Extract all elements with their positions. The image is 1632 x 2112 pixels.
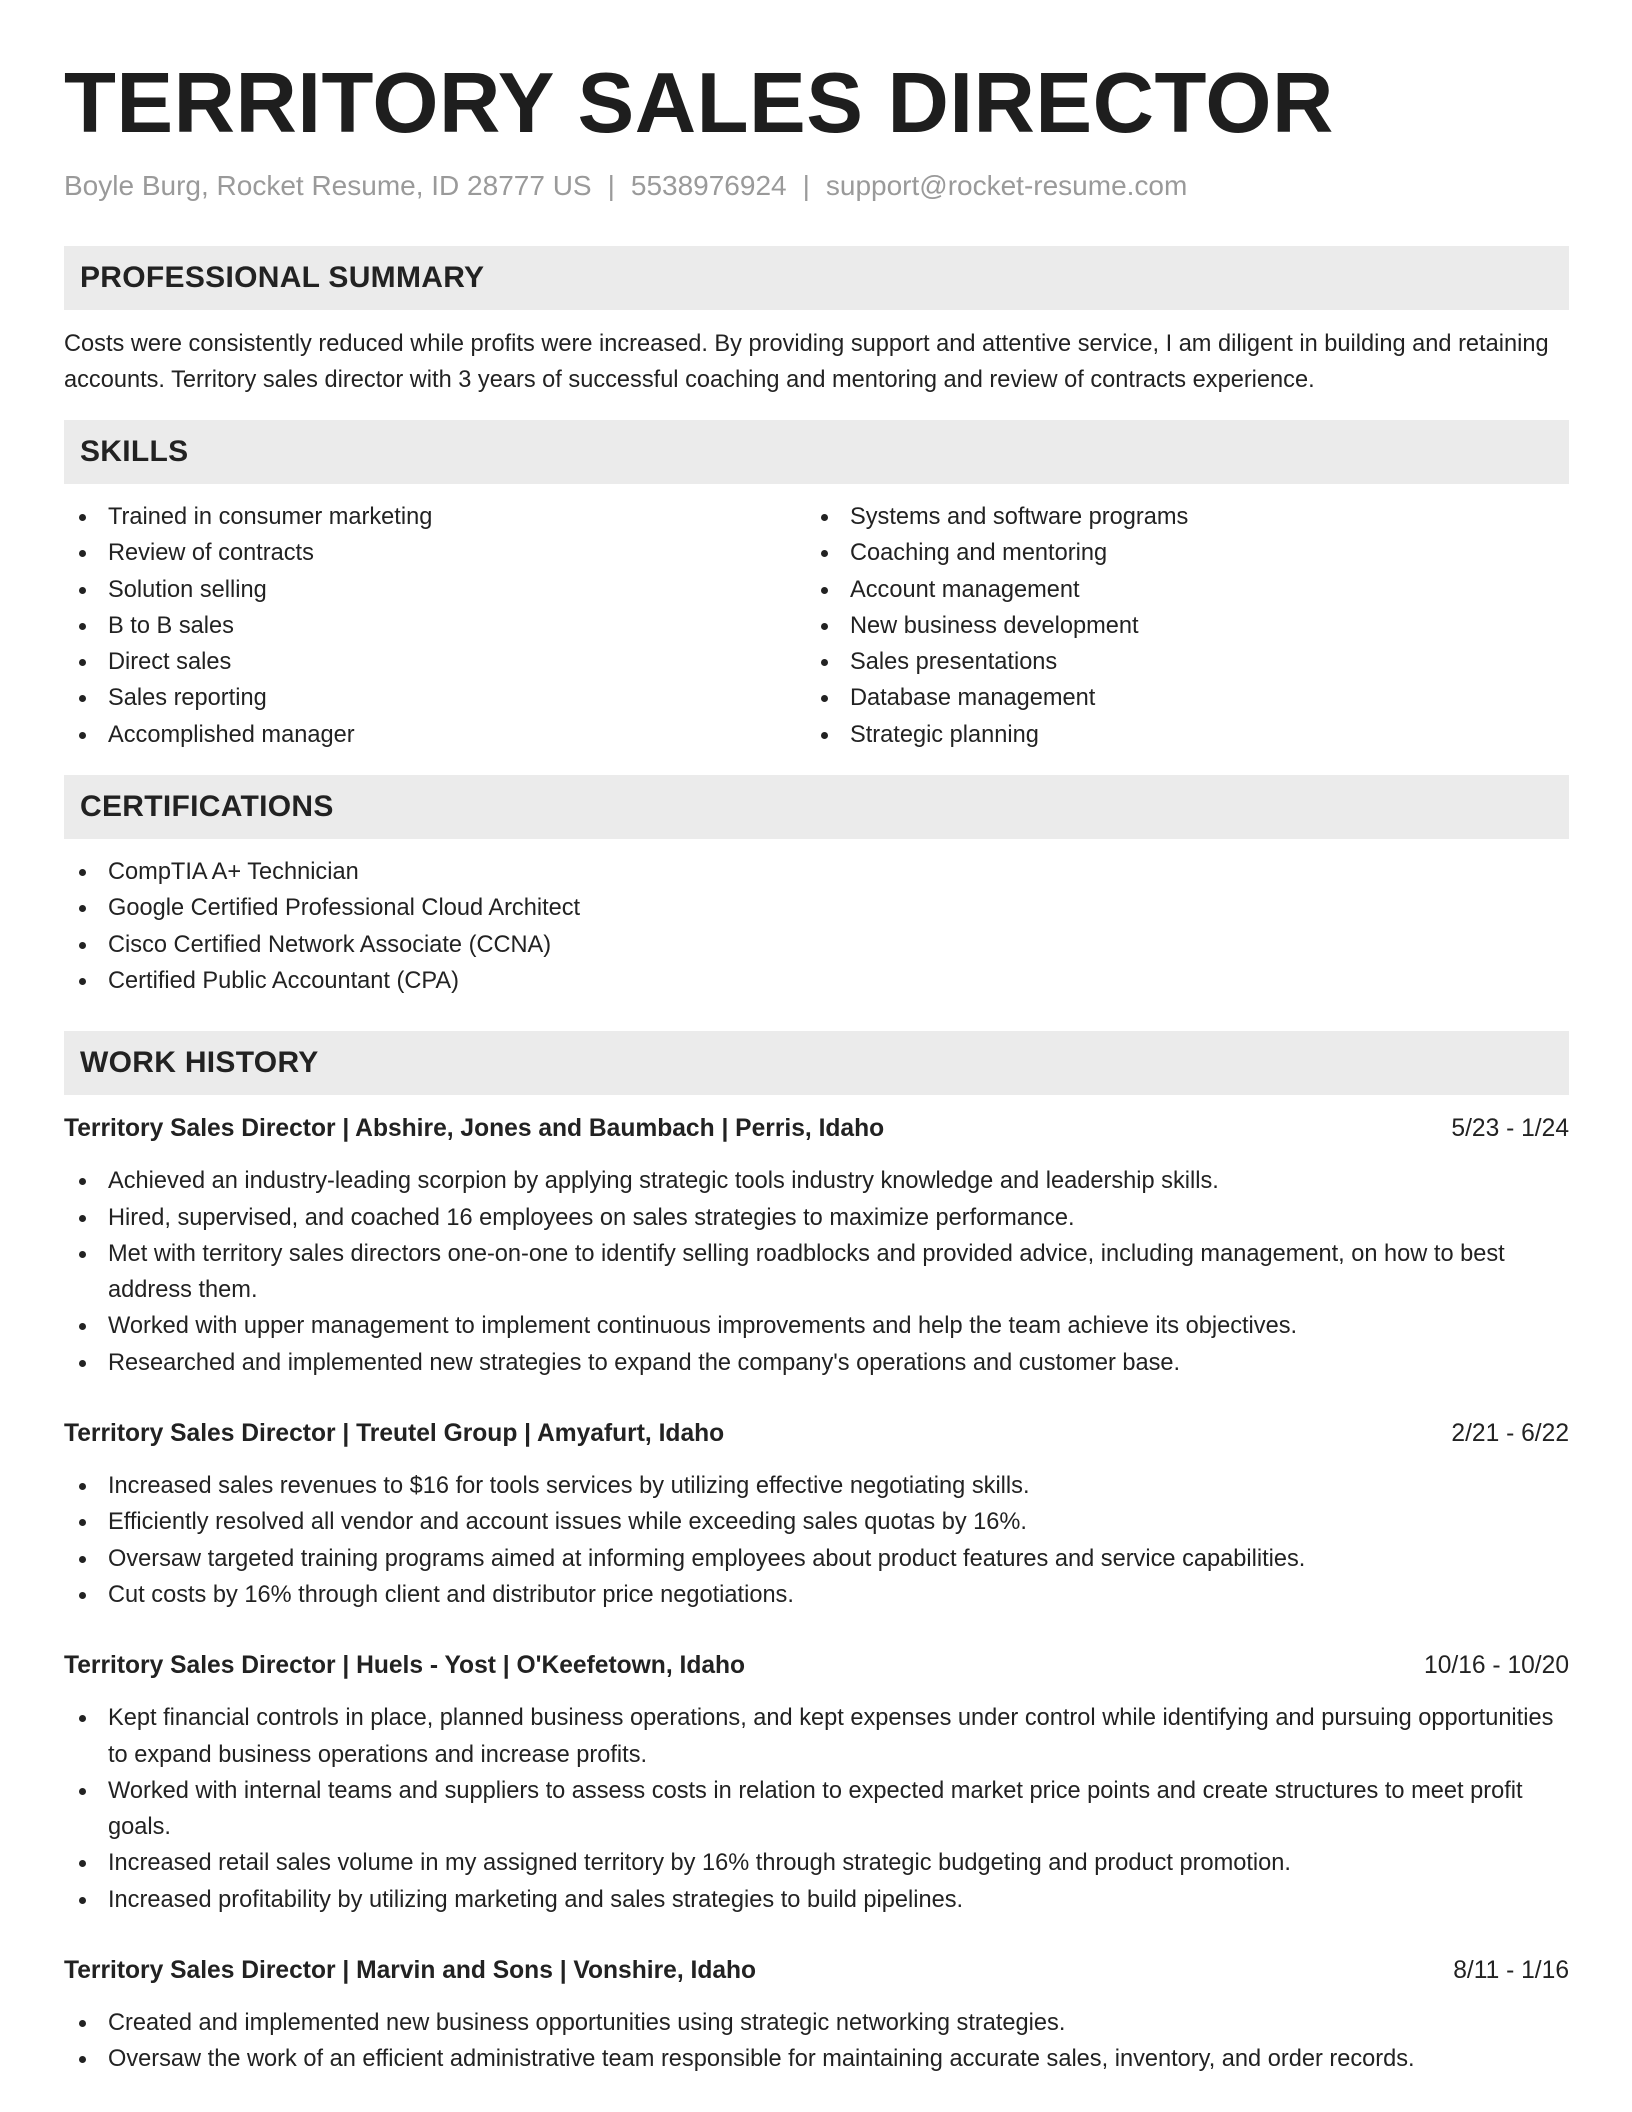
skills-list-left — [64, 499, 806, 753]
job-bullet: Oversaw targeted training programs aimed at informing employees about product features and service capabilities. — [64, 1541, 1569, 1577]
job-entry — [64, 1111, 1569, 1381]
skill-item: Solution selling — [64, 572, 806, 608]
contact-separator: | — [607, 170, 615, 201]
job-bullet: Met with territory sales directors one-on-one to identify selling roadblocks and provided advice, including management, on how to best address them. — [64, 1236, 1569, 1309]
job-entry — [64, 1648, 1569, 1918]
job-dates: 5/23 - 1/24 — [1451, 1115, 1569, 1143]
certification-item: Certified Public Accountant (CPA) — [64, 963, 1569, 999]
resume-page — [64, 52, 1569, 2078]
skills-heading: SKILLS — [64, 420, 1569, 484]
certification-item: CompTIA A+ Technician — [64, 854, 1569, 890]
skills-columns — [64, 499, 1569, 753]
job-bullets — [64, 1163, 1569, 1381]
job-bullet: Cut costs by 16% through client and distributor price negotiations. — [64, 1577, 1569, 1613]
summary-heading: PROFESSIONAL SUMMARY — [64, 246, 1569, 310]
job-entry — [64, 1416, 1569, 1613]
skill-item: Strategic planning — [806, 717, 1548, 753]
job-bullet: Created and implemented new business opportunities using strategic networking strategies. — [64, 2005, 1569, 2041]
job-dates: 8/11 - 1/16 — [1453, 1957, 1569, 1985]
job-bullet: Oversaw the work of an efficient administrative team responsible for maintaining accurate sales, inventory, and order records. — [64, 2041, 1569, 2077]
skill-item: Database management — [806, 680, 1548, 716]
skill-item: New business development — [806, 608, 1548, 644]
contact-email: support@rocket-resume.com — [825, 170, 1188, 201]
job-dates: 10/16 - 10/20 — [1424, 1652, 1569, 1680]
job-header — [64, 1648, 1569, 1684]
certification-item: Google Certified Professional Cloud Architect — [64, 890, 1569, 926]
skill-item: Systems and software programs — [806, 499, 1548, 535]
job-title: Territory Sales Director | Abshire, Jones and Baumbach | Perris, Idaho — [64, 1115, 885, 1143]
skill-item: Accomplished manager — [64, 717, 806, 753]
skill-item: Review of contracts — [64, 535, 806, 571]
job-bullets — [64, 2005, 1569, 2078]
job-bullets — [64, 1700, 1569, 1918]
skill-item: Sales reporting — [64, 680, 806, 716]
summary-text: Costs were consistently reduced while profits were increased. By providing support and attentive service, I am diligent in building and retaining accounts. Territory sales director with 3 years of successful coaching and mentoring and review of contracts experience. — [64, 331, 1549, 393]
contact-line — [64, 166, 1569, 206]
job-bullets — [64, 1468, 1569, 1613]
job-dates: 2/21 - 6/22 — [1451, 1420, 1569, 1448]
job-bullet: Worked with internal teams and suppliers to assess costs in relation to expected market price points and create structures to meet profit goals. — [64, 1773, 1569, 1846]
skill-item: Trained in consumer marketing — [64, 499, 806, 535]
contact-separator: | — [802, 170, 810, 201]
job-title: Territory Sales Director | Treutel Group | Amyafurt, Idaho — [64, 1420, 725, 1448]
job-bullet: Efficiently resolved all vendor and account issues while exceeding sales quotas by 16%. — [64, 1504, 1569, 1540]
job-entry — [64, 1953, 1569, 2078]
job-bullet: Hired, supervised, and coached 16 employees on sales strategies to maximize performance. — [64, 1200, 1569, 1236]
job-bullet: Increased profitability by utilizing marketing and sales strategies to build pipelines. — [64, 1882, 1569, 1918]
job-header — [64, 1416, 1569, 1452]
skill-item: Account management — [806, 572, 1548, 608]
certifications-list — [64, 854, 1569, 999]
job-header — [64, 1953, 1569, 1989]
contact-phone: 5538976924 — [630, 170, 787, 201]
job-bullet: Increased sales revenues to $16 for tools services by utilizing effective negotiating skills. — [64, 1468, 1569, 1504]
job-title: Territory Sales Director | Huels - Yost | O'Keefetown, Idaho — [64, 1652, 746, 1680]
skill-item: Direct sales — [64, 644, 806, 680]
skills-list-right — [806, 499, 1548, 753]
certification-item: Cisco Certified Network Associate (CCNA) — [64, 927, 1569, 963]
certifications-heading: CERTIFICATIONS — [64, 775, 1569, 839]
skill-item: Coaching and mentoring — [806, 535, 1548, 571]
skill-item: B to B sales — [64, 608, 806, 644]
resume-name: TERRITORY SALES DIRECTOR — [64, 56, 1334, 151]
contact-address: Boyle Burg, Rocket Resume, ID 28777 US — [64, 170, 592, 201]
job-bullet: Increased retail sales volume in my assigned territory by 16% through strategic budgeting and product promotion. — [64, 1845, 1569, 1881]
job-header — [64, 1111, 1569, 1147]
skill-item: Sales presentations — [806, 644, 1548, 680]
job-bullet: Achieved an industry-leading scorpion by applying strategic tools industry knowledge and leadership skills. — [64, 1163, 1569, 1199]
job-bullet: Worked with upper management to implement continuous improvements and help the team achieve its objectives. — [64, 1308, 1569, 1344]
job-bullet: Kept financial controls in place, planned business operations, and kept expenses under control while identifying and pursuing opportunities to expand business operations and increase profits. — [64, 1700, 1569, 1773]
work-history-heading: WORK HISTORY — [64, 1031, 1569, 1095]
job-bullet: Researched and implemented new strategies to expand the company's operations and customer base. — [64, 1345, 1569, 1381]
job-title: Territory Sales Director | Marvin and Sons | Vonshire, Idaho — [64, 1957, 757, 1985]
